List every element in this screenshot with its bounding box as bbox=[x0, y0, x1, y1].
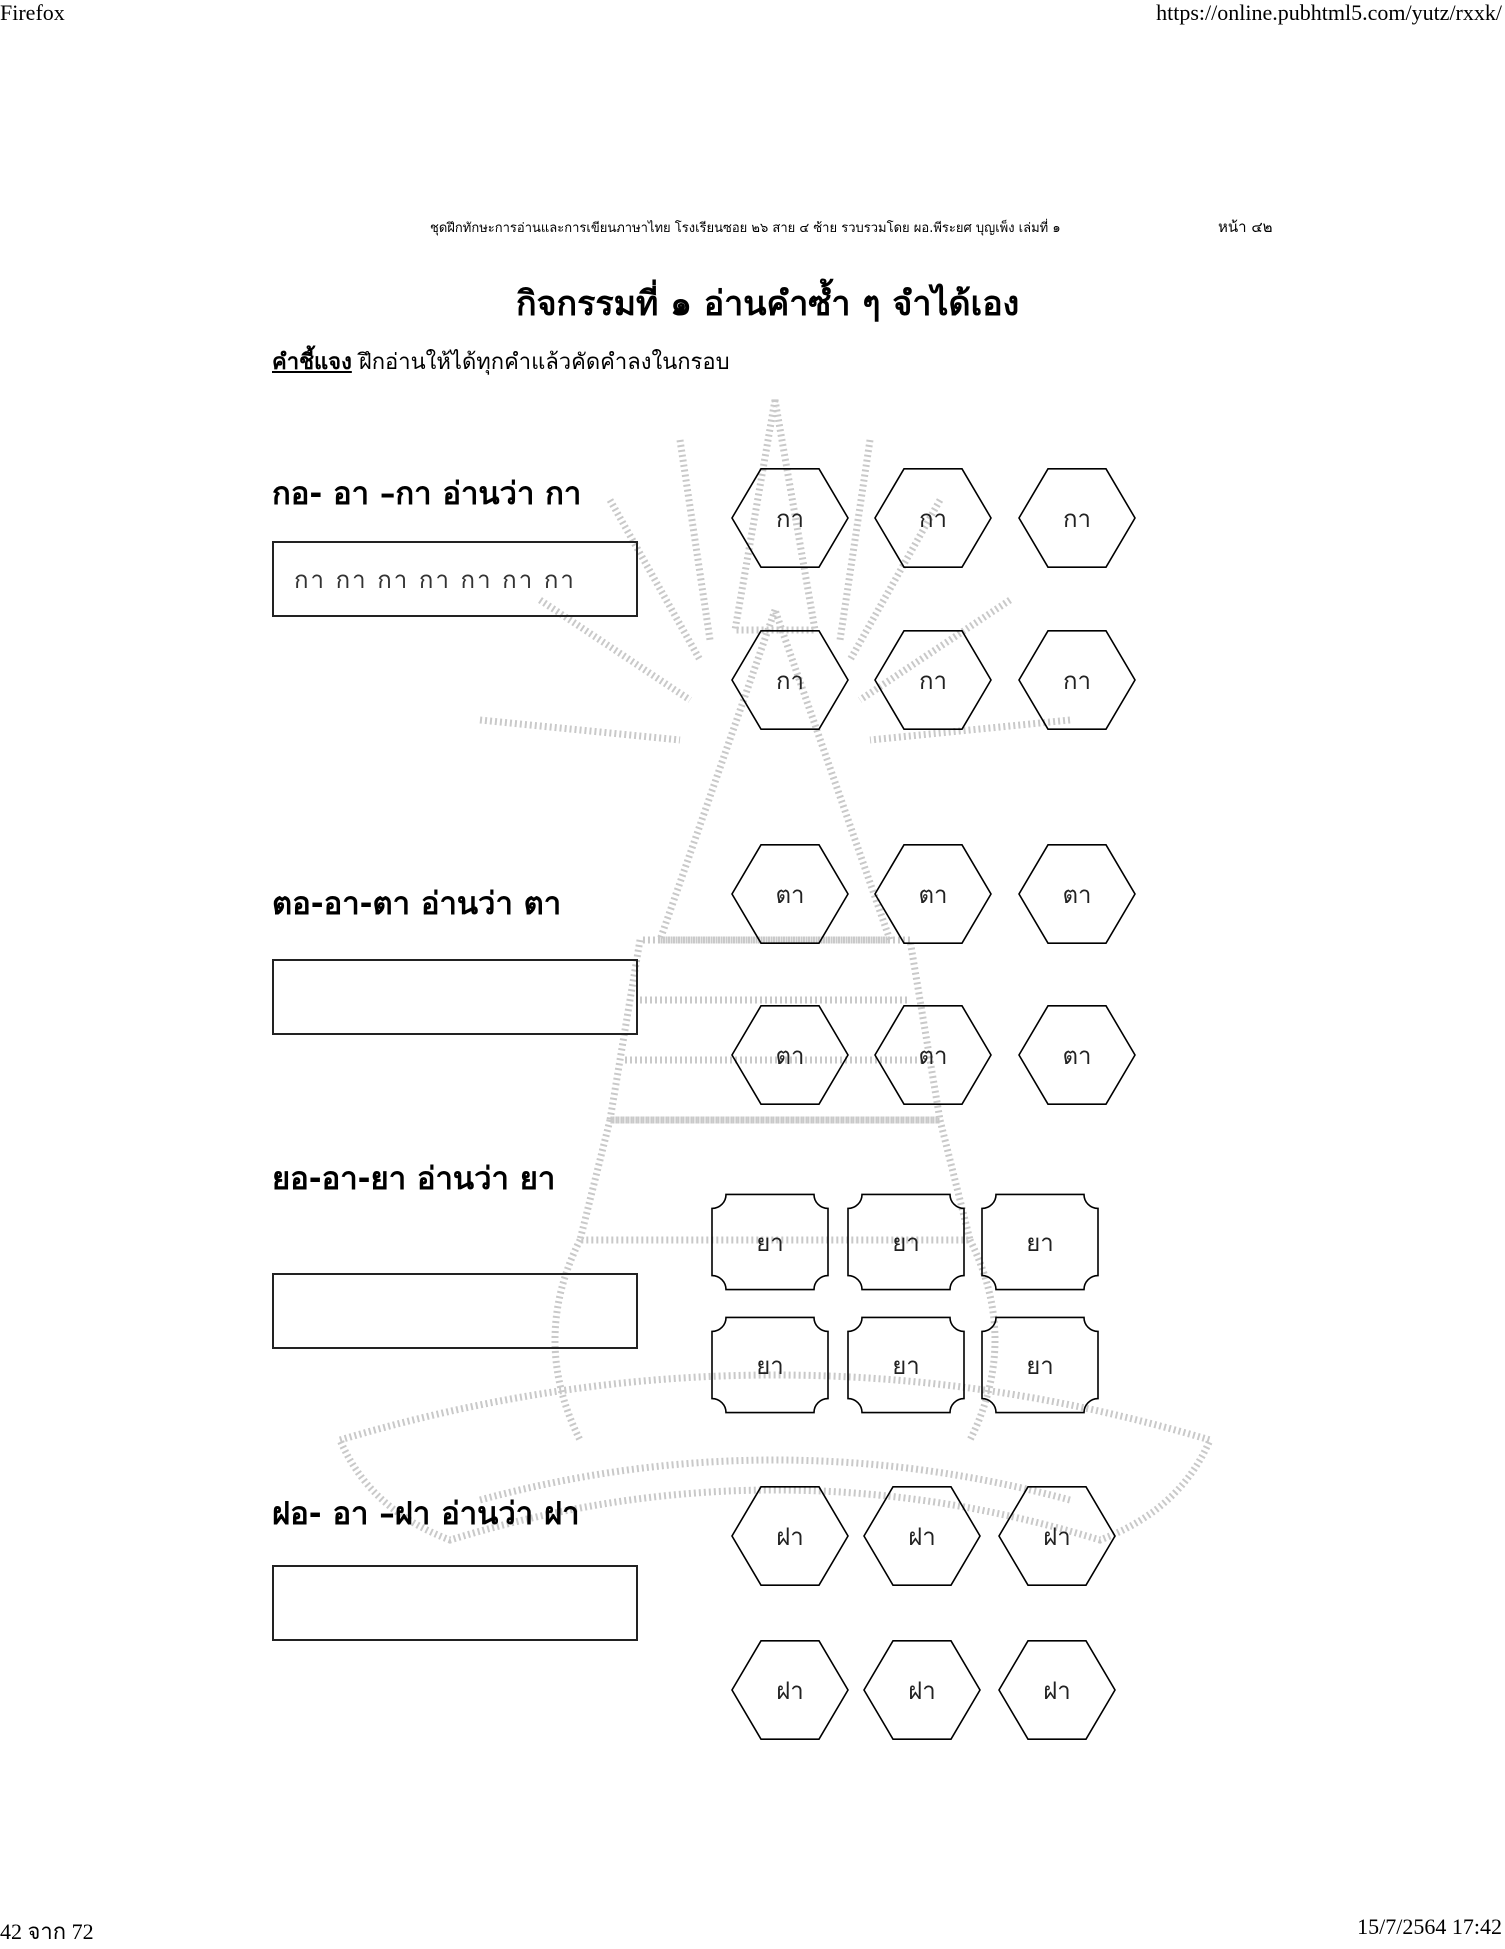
page-count: 42 จาก 72 bbox=[0, 1919, 94, 1944]
page-url[interactable]: https://online.pubhtml5.com/yutz/rxxk/ bbox=[1156, 0, 1502, 25]
shape-label: กา bbox=[775, 667, 805, 695]
hexagon-word bbox=[864, 1641, 980, 1739]
notched-square-word bbox=[982, 1317, 1098, 1412]
activity-title: กิจกรรมที่ ๑ อ่านคำซ้ำ ๆ จำได้เอง bbox=[516, 284, 1020, 324]
notched-square-word bbox=[848, 1317, 964, 1412]
page-number: หน้า ๔๒ bbox=[1218, 218, 1273, 236]
word-heading-ya: ยอ-อา-ยา อ่านว่า ยา bbox=[272, 1161, 556, 1197]
shape-label: ยา bbox=[892, 1229, 920, 1257]
shape-label: กา bbox=[1062, 505, 1092, 533]
shape-label: ฝา bbox=[908, 1523, 936, 1551]
hexagon-word bbox=[732, 1487, 848, 1585]
notched-square-word bbox=[982, 1194, 1098, 1289]
shape-label: ยา bbox=[1026, 1229, 1054, 1257]
shape-label: ตา bbox=[1062, 1042, 1092, 1070]
shape-label: กา bbox=[918, 505, 948, 533]
shape-label: ยา bbox=[756, 1229, 784, 1257]
print-datetime: 15/7/2564 17:42 bbox=[1357, 1914, 1502, 1939]
hexagon-word bbox=[732, 469, 848, 567]
hexagon-word bbox=[875, 469, 991, 567]
word-heading-ka: กอ- อา –กา อ่านว่า กา bbox=[272, 476, 582, 512]
hexagon-word bbox=[875, 631, 991, 729]
word-heading-ta: ตอ-อา-ตา อ่านว่า ตา bbox=[272, 886, 562, 922]
hexagon-word bbox=[875, 845, 991, 943]
shape-label: ตา bbox=[1062, 881, 1092, 909]
shape-label: ตา bbox=[918, 881, 948, 909]
shape-label: ฝา bbox=[1043, 1523, 1071, 1551]
shape-label: ตา bbox=[775, 1042, 805, 1070]
hexagon-word bbox=[1019, 469, 1135, 567]
browser-name: Firefox bbox=[0, 0, 65, 25]
notched-square-word bbox=[848, 1194, 964, 1289]
shape-label: กา bbox=[1062, 667, 1092, 695]
shape-label: ยา bbox=[892, 1352, 920, 1380]
hexagon-word bbox=[1019, 845, 1135, 943]
shape-label: ตา bbox=[918, 1042, 948, 1070]
page-header-text: ชุดฝึกทักษะการอ่านและการเขียนภาษาไทย โรงเรียนซอย ๒๖ สาย ๔ ซ้าย รวบรวมโดย ผอ.พีระยศ บุญเพ็ง เล่มที่ ๑ bbox=[430, 221, 1061, 236]
shape-label: ฝา bbox=[1043, 1677, 1071, 1705]
notched-square-word bbox=[712, 1194, 828, 1289]
shape-label: ฝา bbox=[776, 1523, 804, 1551]
hexagon-word bbox=[732, 1641, 848, 1739]
instruction-label: คำชี้แจง bbox=[272, 350, 352, 375]
hexagon-word bbox=[732, 1006, 848, 1104]
shape-label: ยา bbox=[1026, 1352, 1054, 1380]
hexagon-word bbox=[1019, 1006, 1135, 1104]
instruction-text: ฝึกอ่านให้ได้ทุกคำแล้วคัดคำลงในกรอบ bbox=[358, 350, 730, 375]
shape-label: กา bbox=[918, 667, 948, 695]
hexagon-word bbox=[864, 1487, 980, 1585]
hexagon-word bbox=[732, 845, 848, 943]
shape-label: กา bbox=[775, 505, 805, 533]
shape-label: ฝา bbox=[776, 1677, 804, 1705]
hexagon-word bbox=[999, 1487, 1115, 1585]
shape-label: ยา bbox=[756, 1352, 784, 1380]
hexagon-word bbox=[875, 1006, 991, 1104]
hexagon-word bbox=[732, 631, 848, 729]
shape-label: ฝา bbox=[908, 1677, 936, 1705]
copy-box-ka[interactable]: กา กา กา กา กา กา กา bbox=[272, 541, 638, 617]
notched-square-word bbox=[712, 1317, 828, 1412]
shape-label: ตา bbox=[775, 881, 805, 909]
word-heading-fa: ฝอ- อา –ฝา อ่านว่า ฝา bbox=[272, 1496, 580, 1532]
hexagon-word bbox=[999, 1641, 1115, 1739]
hexagon-word bbox=[1019, 631, 1135, 729]
